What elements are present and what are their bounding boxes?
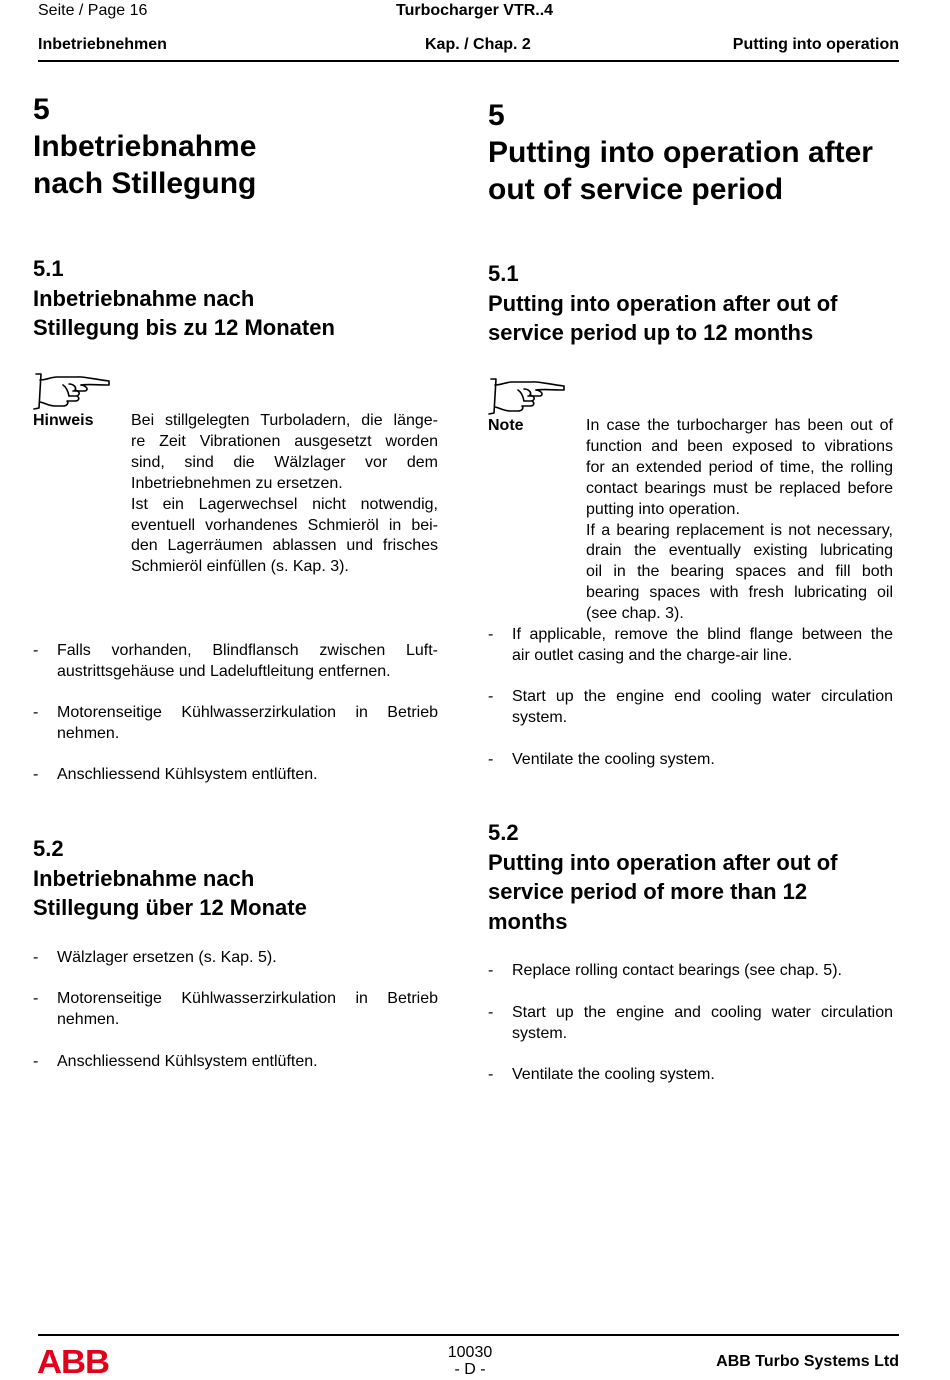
chapter-number: 5 xyxy=(33,93,50,126)
chapter-title-line: nach Stillegung xyxy=(33,167,257,200)
note-text xyxy=(131,411,438,578)
header-chapter: Kap. / Chap. 2 xyxy=(425,36,531,53)
left-chapter-heading xyxy=(33,91,256,202)
bullet-line: austrittsgehäuse und Ladeluftleitung entfernen. xyxy=(57,662,391,680)
bullet-dash: - xyxy=(488,1004,494,1021)
bullet-dash: - xyxy=(33,766,39,783)
header-right-section: Putting into operation xyxy=(732,36,899,53)
note-line: Bei stillgelegten Turboladern, die länge- xyxy=(131,412,438,429)
product-title: Turbocharger VTR..4 xyxy=(396,2,554,19)
bullet-line: If applicable, remove the blind flange between the xyxy=(512,626,893,643)
section-title-line: Stillegung über 12 Monate xyxy=(33,895,307,920)
note-line: bearing spaces with fresh lubricating oil xyxy=(586,584,893,602)
note-line: for an extended period of time, the rolling xyxy=(586,458,893,476)
bullet-dash: - xyxy=(33,949,39,966)
bullet-text xyxy=(57,989,438,1031)
bullet-line: Falls vorhanden, Blindflansch zwischen Luft- xyxy=(57,642,438,659)
page-number: Seite / Page 16 xyxy=(38,2,148,19)
right-section-5-1-heading xyxy=(488,259,838,348)
chapter-title-line: Putting into operation after xyxy=(488,136,873,169)
bullet-line: Start up the engine and cooling water circulation xyxy=(512,1004,893,1021)
bullet-line: Replace rolling contact bearings (see chap. 5). xyxy=(512,962,842,979)
section-title-line: months xyxy=(488,908,568,934)
chapter-title-line: out of service period xyxy=(488,173,784,206)
note-line: In case the turbocharger has been out of xyxy=(586,417,893,434)
note-label: Note xyxy=(488,417,524,434)
note-line: Ist ein Lagerwechsel nicht notwendig, xyxy=(131,495,438,513)
bullet-line: Wälzlager ersetzen (s. Kap. 5). xyxy=(57,949,277,966)
bullet-text xyxy=(57,1052,438,1073)
section-number: 5.2 xyxy=(33,836,64,861)
bullet-dash: - xyxy=(488,962,494,979)
note-line: (see chap. 3). xyxy=(586,605,684,623)
left-section-5-2-heading xyxy=(33,834,307,923)
section-title-line: Putting into operation after out of xyxy=(488,849,838,875)
note-line: sind, sind die Wälzlager vor dem xyxy=(131,453,438,471)
note-line: oil in the bearing spaces and fill both xyxy=(586,563,893,581)
pointing-hand-icon xyxy=(488,377,568,417)
doc-id xyxy=(400,1344,540,1378)
bullet-dash: - xyxy=(33,990,39,1007)
chapter-title-line: Inbetriebnahme xyxy=(33,130,257,163)
bullet-text xyxy=(512,1003,893,1045)
header-left-section: Inbetriebnehmen xyxy=(38,36,167,53)
bullet-dash: - xyxy=(488,626,494,643)
note-line: Schmieröl einfüllen (s. Kap. 3). xyxy=(131,558,349,576)
bullet-dash: - xyxy=(488,688,494,705)
pointing-hand-icon xyxy=(33,372,113,412)
bullet-line: Motorenseitige Kühlwasserzirkulation in Betrieb xyxy=(57,704,438,721)
bullet-line: system. xyxy=(512,708,568,726)
bullet-dash: - xyxy=(33,704,39,721)
left-section-5-1-heading xyxy=(33,254,335,343)
bullet-dash: - xyxy=(488,1066,494,1083)
bullet-text xyxy=(512,750,893,771)
bullet-line: Ventilate the cooling system. xyxy=(512,1066,715,1083)
section-title-line: service period up to 12 months xyxy=(488,320,814,345)
bullet-dash: - xyxy=(488,751,494,768)
doc-number: 10030 xyxy=(447,1344,493,1361)
note-line: drain the eventually existing lubricating xyxy=(586,542,893,560)
note-line: re Zeit Vibrationen ausgesetzt worden xyxy=(131,432,438,450)
section-title-line: Stillegung bis zu 12 Monaten xyxy=(33,315,335,340)
footer-rule xyxy=(38,1334,899,1336)
section-title-line: Inbetriebnahme nach xyxy=(33,285,255,311)
bullet-dash: - xyxy=(33,642,39,659)
bullet-text xyxy=(57,641,438,683)
bullet-line: Anschliessend Kühlsystem entlüften. xyxy=(57,766,318,783)
note-line: function and been exposed to vibrations xyxy=(586,437,893,455)
bullet-text xyxy=(512,1065,893,1086)
bullet-text xyxy=(57,948,438,969)
note-line: Inbetriebnehmen zu ersetzen. xyxy=(131,474,343,492)
section-number: 5.2 xyxy=(488,820,519,845)
doc-language: - D - xyxy=(454,1361,486,1378)
chapter-number: 5 xyxy=(488,99,505,132)
note-line: If a bearing replacement is not necessary, xyxy=(586,521,893,539)
note-line: putting into operation. xyxy=(586,500,740,518)
section-number: 5.1 xyxy=(488,261,519,286)
section-title-line: Inbetriebnahme nach xyxy=(33,865,255,891)
company-name: ABB Turbo Systems Ltd xyxy=(716,1353,899,1370)
bullet-line: Ventilate the cooling system. xyxy=(512,751,715,768)
bullet-text xyxy=(512,625,893,667)
bullet-line: nehmen. xyxy=(57,1010,120,1028)
abb-logo xyxy=(37,1343,117,1380)
right-chapter-heading xyxy=(488,97,873,208)
note-line: eventuell vorhandenes Schmieröl in bei- xyxy=(131,516,438,534)
bullet-text xyxy=(512,687,893,729)
bullet-line: nehmen. xyxy=(57,724,120,742)
section-title-line: Putting into operation after out of xyxy=(488,290,838,316)
bullet-line: Anschliessend Kühlsystem entlüften. xyxy=(57,1053,318,1070)
note-text xyxy=(586,416,893,625)
bullet-line: system. xyxy=(512,1024,568,1042)
bullet-line: air outlet casing and the charge-air line. xyxy=(512,646,793,664)
note-line: den Lagerräumen ablassen und frisches xyxy=(131,537,438,555)
bullet-text xyxy=(57,765,438,786)
bullet-text xyxy=(512,961,893,982)
note-label: Hinweis xyxy=(33,412,94,429)
bullet-line: Motorenseitige Kühlwasserzirkulation in Betrieb xyxy=(57,990,438,1007)
section-number: 5.1 xyxy=(33,256,64,281)
header-rule xyxy=(38,60,899,62)
right-section-5-2-heading xyxy=(488,818,838,936)
bullet-dash: - xyxy=(33,1053,39,1070)
bullet-line: Start up the engine end cooling water circulation xyxy=(512,688,893,705)
bullet-text xyxy=(57,703,438,745)
note-line: contact bearings must be replaced before xyxy=(586,479,893,497)
section-title-line: service period of more than 12 xyxy=(488,879,808,904)
abb-logo-text: ABB xyxy=(37,1343,109,1380)
